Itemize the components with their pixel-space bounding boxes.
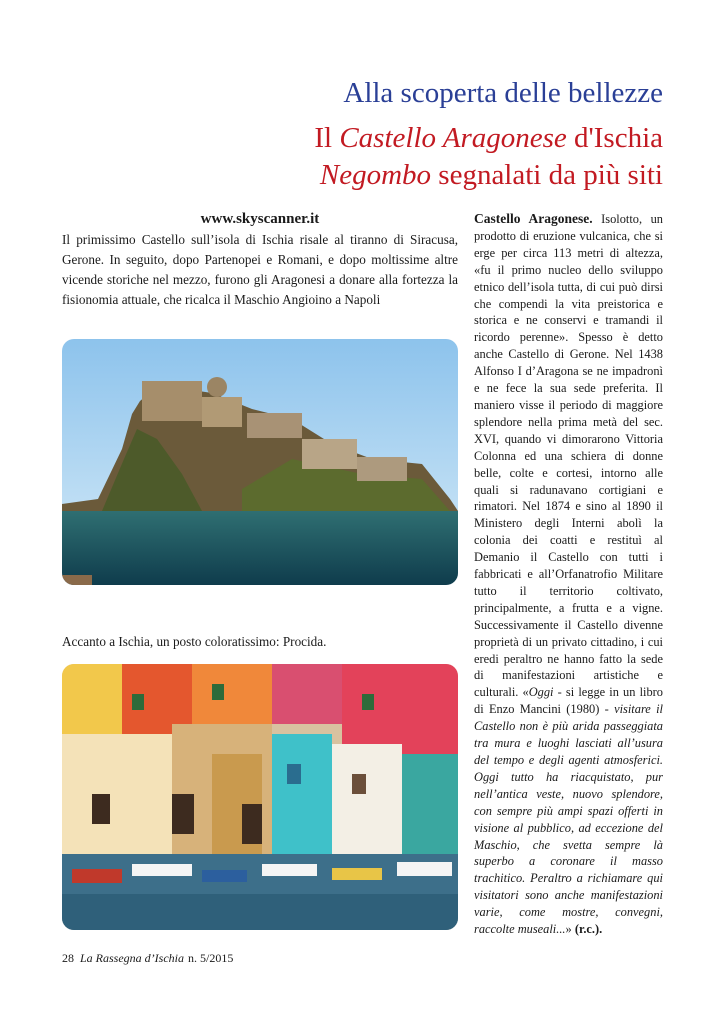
headline-2-post: d'Ischia	[566, 122, 663, 154]
procida-caption: Accanto a Ischia, un posto coloratissimo: Procida.	[62, 634, 327, 649]
article-body-2: - si legge in un libro di Enzo Mancini (1980) -	[474, 685, 663, 717]
intro-paragraph: Il primissimo Castello sull’isola di Ischia risale al tiranno di Siracusa, Gerone. In seguito, dopo Partenopei e Romani, e dopo moltissime altre vicende storiche nel mezzo, furono gli Aragonesi a donare alla fortezza la fisionomia attuale, che ricalca il Maschio Angioino a Napoli	[62, 232, 458, 307]
article-lead: Castello Aragonese.	[474, 211, 593, 226]
headline-line-2	[314, 121, 663, 156]
headline-2-pre: Il	[314, 122, 340, 154]
headline-2-italic: Castello Aragonese	[339, 122, 567, 154]
headline-3-italic: Negombo	[319, 159, 432, 191]
castle-article	[474, 211, 663, 938]
procida-photo	[62, 664, 458, 930]
headline-line-1: Alla scoperta delle bellezze	[343, 77, 663, 109]
page-number: 28	[62, 951, 74, 965]
article-oggi: Oggi	[528, 685, 554, 700]
castle-photo	[62, 339, 458, 585]
article-signature: (r.c.).	[574, 922, 603, 937]
headline-line-3	[320, 158, 663, 193]
source-website: www.skyscanner.it	[200, 211, 320, 227]
magazine-title: La Rassegna d’Ischia	[80, 951, 184, 965]
article-quote: visitare il Castello non è più arida passeggiata tra mura e luoghi lasciati all’usura del tempo e degli agenti atmosferici. Oggi tutto ha riacquistato, pur nell’antica veste, nuovo splendore, con sempre più ampi spazi offerti in visione al pubblico, ad eccezione del Maschio, che svetta sempre là superbo a coronare il masso trachitico. Peraltro a richiamare qui visitatori sono anche manifestazioni varie, come mostre, convegni, raccolte museali...	[474, 702, 663, 937]
article-body-1: Isolotto, un prodotto di eruzione vulcanica, che si erge per circa 113 metri di altezza, «fu il primo nucleo dello sviluppo etnico dell’isola tutta, di cui può dirsi che compendi la vita preistorica e storica e ne conservi e tramandi il ricordo perenne». Spesso è detto anche Castello di Gerone. Nel 1438 Alfonso I d’Aragona se ne impadronì e ne fece la sua sede preferita. Il maniero visse il periodo di maggiore splendore nella prima metà del sec. XVI, quando vi dimorarono Vittoria Colonna ed una schiera di donne belle, colte e cortesi, intorno alle quali si radunavano cortigiani e rimatori. Nel 1874 e sino al 1890 il Ministero degli Interni abolì la colonia dei coatti e restituì al Demanio il Castello con tutti i fabbricati e all’Orfanatrofio Militare tutto il territorio coltivato, principalmente, a frutta e a vigne. Successivamente il Castello divenne proprietà di un privato cittadino, i cui eredi peraltro ne hanno fatto la sede di manifestazioni artistiche e culturali. «	[474, 212, 663, 700]
article-close: »	[565, 922, 575, 937]
headline-3-post: segnalati da più siti	[431, 159, 663, 191]
page-footer	[62, 951, 233, 966]
issue-number: n. 5/2015	[188, 951, 234, 965]
